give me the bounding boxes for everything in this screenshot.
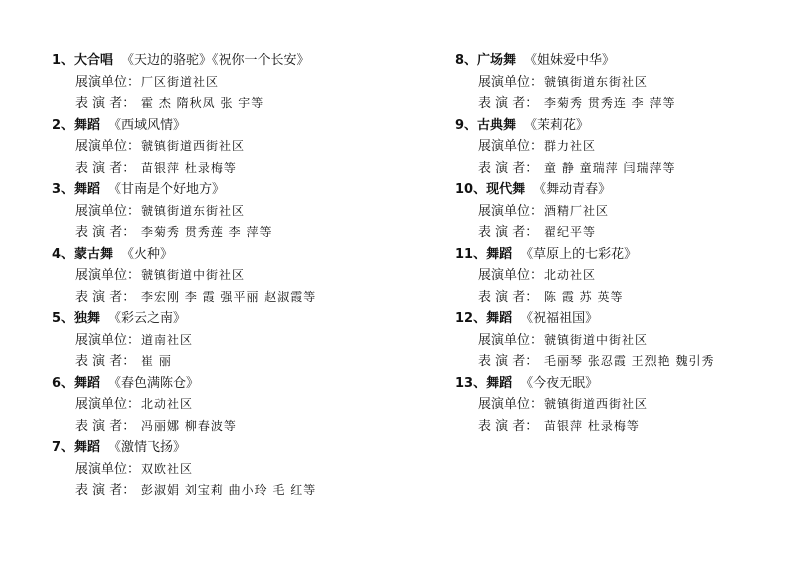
performer-value: 陈 霞 苏 英等 <box>544 289 624 304</box>
program-heading: 6、舞蹈 <box>52 375 101 391</box>
program-heading: 10、现代舞 <box>455 182 526 197</box>
program-column-left <box>52 50 392 502</box>
performer-value: 翟纪平等 <box>544 225 597 239</box>
program-item-11 <box>455 244 795 309</box>
unit-label: 展演单位： <box>478 397 544 412</box>
performer-label: 表 演 者： <box>478 160 539 176</box>
unit-label: 展演单位： <box>75 139 141 154</box>
performer-label: 表 演 者： <box>478 96 539 111</box>
program-item-5 <box>52 308 392 373</box>
unit-value: 群力社区 <box>544 139 597 153</box>
performer-label: 表 演 者： <box>478 225 539 240</box>
unit-label: 展演单位： <box>75 461 141 477</box>
program-work-title: 《西域风情》 <box>108 117 187 133</box>
performer-value: 苗银萍 杜录梅等 <box>544 418 640 433</box>
unit-label: 展演单位： <box>75 203 141 219</box>
program-item-6 <box>52 373 392 438</box>
unit-value: 道南社区 <box>141 332 194 347</box>
unit-label: 展演单位： <box>478 139 544 154</box>
program-item-12 <box>455 308 795 373</box>
program-heading: 7、舞蹈 <box>52 440 101 455</box>
program-heading: 12、舞蹈 <box>455 311 513 326</box>
program-work-title: 《草原上的七彩花》 <box>520 246 638 262</box>
program-heading: 13、舞蹈 <box>455 375 513 391</box>
performer-value: 李宏刚 李 霞 强平丽 赵淑霞等 <box>141 289 317 304</box>
performer-label: 表 演 者： <box>478 289 539 305</box>
unit-value: 双欧社区 <box>141 461 194 476</box>
program-item-1 <box>52 50 392 115</box>
unit-label: 展演单位： <box>478 268 544 283</box>
program-heading: 4、蒙古舞 <box>52 246 114 262</box>
performer-value: 李菊秀 贯秀连 李 萍等 <box>544 96 676 110</box>
program-heading: 8、广场舞 <box>455 53 517 68</box>
program-heading: 11、舞蹈 <box>455 246 513 262</box>
program-work-title: 《天边的骆驼》《祝你一个长安》 <box>121 53 310 68</box>
unit-value: 虢镇街道西街社区 <box>544 397 649 411</box>
program-item-8 <box>455 50 795 115</box>
unit-value: 虢镇街道东街社区 <box>141 203 246 218</box>
program-item-2 <box>52 115 392 180</box>
performer-value: 冯丽娜 柳春波等 <box>141 418 237 433</box>
program-work-title: 《姐妹爱中华》 <box>524 53 616 68</box>
program-heading: 3、舞蹈 <box>52 182 101 197</box>
performer-label: 表 演 者： <box>75 96 136 111</box>
unit-value: 厂区街道社区 <box>141 74 220 89</box>
unit-value: 虢镇街道中街社区 <box>141 268 246 282</box>
unit-label: 展演单位： <box>478 203 544 219</box>
unit-value: 北动社区 <box>141 397 194 411</box>
performer-value: 毛丽琴 张忍霞 王烈艳 魏引秀 <box>544 354 715 368</box>
unit-label: 展演单位： <box>75 332 141 348</box>
performer-label: 表 演 者： <box>75 483 136 498</box>
unit-label: 展演单位： <box>478 74 544 90</box>
performer-label: 表 演 者： <box>75 160 136 176</box>
unit-label: 展演单位： <box>75 397 141 412</box>
unit-value: 酒精厂社区 <box>544 203 610 218</box>
performer-label: 表 演 者： <box>75 418 136 434</box>
program-item-10 <box>455 179 795 244</box>
performer-label: 表 演 者： <box>75 354 136 369</box>
program-item-3 <box>52 179 392 244</box>
performer-value: 童 静 童瑞萍 闫瑞萍等 <box>544 160 676 175</box>
performer-label: 表 演 者： <box>478 354 539 369</box>
program-heading: 2、舞蹈 <box>52 117 101 133</box>
program-work-title: 《舞动青春》 <box>533 182 612 197</box>
program-heading: 9、古典舞 <box>455 117 517 133</box>
unit-label: 展演单位： <box>478 332 544 348</box>
program-work-title: 《彩云之南》 <box>108 311 187 326</box>
program-item-9 <box>455 115 795 180</box>
unit-label: 展演单位： <box>75 74 141 90</box>
program-item-7 <box>52 437 392 502</box>
performer-value: 霍 杰 隋秋凤 张 宇等 <box>141 96 265 110</box>
unit-value: 北动社区 <box>544 268 597 282</box>
program-work-title: 《春色满陈仓》 <box>108 375 200 391</box>
program-work-title: 《今夜无眠》 <box>520 375 599 391</box>
program-work-title: 《祝福祖国》 <box>520 311 599 326</box>
performer-value: 彭淑娟 刘宝莉 曲小玲 毛 红等 <box>141 483 317 497</box>
performer-label: 表 演 者： <box>75 225 136 240</box>
performer-value: 李菊秀 贯秀莲 李 萍等 <box>141 225 273 239</box>
unit-value: 虢镇街道中街社区 <box>544 332 649 347</box>
performer-value: 崔 丽 <box>141 354 172 368</box>
performer-label: 表 演 者： <box>478 418 539 434</box>
performer-label: 表 演 者： <box>75 289 136 305</box>
unit-value: 虢镇街道西街社区 <box>141 139 246 153</box>
program-heading: 1、大合唱 <box>52 53 114 68</box>
unit-label: 展演单位： <box>75 268 141 283</box>
program-item-13 <box>455 373 795 438</box>
program-work-title: 《激情飞扬》 <box>108 440 187 455</box>
program-work-title: 《火种》 <box>121 246 174 262</box>
program-work-title: 《甘南是个好地方》 <box>108 182 226 197</box>
program-heading: 5、独舞 <box>52 311 101 326</box>
program-item-4 <box>52 244 392 309</box>
program-column-right <box>455 50 795 437</box>
program-work-title: 《茉莉花》 <box>524 117 590 133</box>
performer-value: 苗银萍 杜录梅等 <box>141 160 237 175</box>
unit-value: 虢镇街道东街社区 <box>544 74 649 89</box>
